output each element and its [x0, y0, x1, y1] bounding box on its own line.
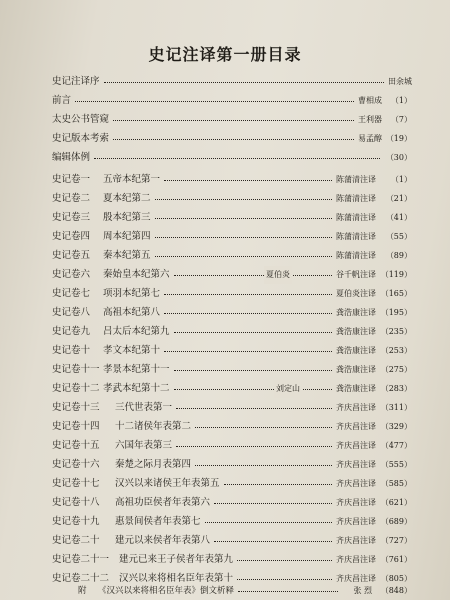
dot-leader	[237, 560, 332, 561]
entry-author: 王利器	[358, 115, 382, 124]
entry-page: （477）	[380, 441, 412, 450]
entry-page: （165）	[380, 289, 412, 298]
entry-volume: 史记卷十三	[52, 402, 100, 413]
entry-author: 陈蒲清注译	[336, 213, 376, 222]
entry-title: 秦本纪第五	[103, 250, 151, 261]
dot-leader	[237, 579, 332, 580]
entry-page: （89）	[385, 251, 412, 260]
toc-entry-biao	[52, 551, 412, 569]
toc-entry-benji	[52, 361, 412, 379]
dot-leader	[214, 503, 332, 504]
dot-leader	[164, 180, 332, 181]
entry-title: 五帝本纪第一	[103, 174, 161, 185]
entry-title: 吕太后本纪第九	[103, 326, 170, 337]
entry-volume: 史记卷八	[52, 307, 91, 318]
dot-leader	[224, 484, 333, 485]
entry-page: （21）	[385, 194, 412, 203]
entry-author: 齐庆昌注译	[336, 536, 376, 545]
entry-title: 项羽本纪第七	[103, 288, 161, 299]
entry-volume: 史记卷十一	[52, 364, 100, 375]
entry-title: 汉兴以来将相名臣年表第十	[119, 573, 234, 584]
dot-leader	[174, 332, 333, 333]
toc-entry-benji	[52, 190, 412, 208]
entry-author: 曹相成	[358, 96, 382, 105]
entry-author: 齐庆昌注译	[336, 441, 376, 450]
entry-author: 张 烈	[353, 586, 372, 595]
entry-title: 汉兴以来诸侯王年表第五	[115, 478, 220, 489]
toc-entry-benji	[52, 209, 412, 227]
dot-leader	[155, 218, 333, 219]
entry-title: 编辑体例	[52, 152, 91, 163]
entry-author: 龚浩康注译	[336, 308, 376, 317]
entry-volume: 史记卷三	[52, 212, 91, 223]
dot-leader	[205, 522, 333, 523]
entry-title: 高祖功臣侯者年表第六	[115, 497, 211, 508]
dot-leader	[113, 120, 354, 121]
dot-leader	[104, 82, 385, 83]
entry-title: 史记版本考索	[52, 133, 110, 144]
entry-author: 齐庆昌注译	[336, 422, 376, 431]
entry-author: 齐庆昌注译	[336, 517, 376, 526]
entry-author: 齐庆昌注译	[336, 403, 376, 412]
appendix-prefix: 附	[78, 586, 87, 596]
dot-leader	[113, 139, 354, 140]
entry-page: （689）	[380, 517, 412, 526]
entry-title: 惠景间侯者年表第七	[115, 516, 201, 527]
toc-entry-front	[52, 130, 412, 148]
entry-volume: 史记卷七	[52, 288, 91, 299]
entry-author: 龚浩康注译	[336, 346, 376, 355]
entry-volume: 史记卷十八	[52, 497, 100, 508]
entry-author: 陈蒲清注译	[336, 251, 376, 260]
toc-entry-biao	[52, 475, 412, 493]
toc-entry-front	[52, 111, 412, 129]
toc-entry-benji	[52, 323, 412, 341]
toc-entry-benji	[52, 247, 412, 265]
dot-leader	[155, 199, 333, 200]
entry-page: （761）	[380, 555, 412, 564]
entry-author: 龚浩康注译	[336, 384, 376, 393]
toc-entry-biao	[52, 399, 412, 417]
entry-volume: 史记卷四	[52, 231, 91, 242]
entry-page: （329）	[380, 422, 412, 431]
entry-title: 建元已来王子侯者年表第九	[119, 554, 234, 565]
dot-leader	[155, 237, 333, 238]
entry-page: （311）	[380, 403, 412, 412]
toc-entry-benji	[52, 380, 412, 398]
entry-author: 陈蒲清注译	[336, 194, 376, 203]
entry-volume: 史记卷二十	[52, 535, 100, 546]
entry-volume: 史记卷十四	[52, 421, 100, 432]
entry-page: （253）	[380, 346, 412, 355]
entry-page: （41）	[385, 213, 412, 222]
entry-page: （119）	[380, 270, 412, 279]
entry-page: （585）	[380, 479, 412, 488]
dot-leader	[176, 408, 332, 409]
entry-author: 齐庆昌注译	[336, 555, 376, 564]
toc-entry-front	[52, 92, 412, 110]
entry-page: （19）	[385, 134, 412, 143]
entry-volume: 史记卷五	[52, 250, 91, 261]
toc-entry-biao	[52, 418, 412, 436]
entry-page: （7）	[390, 115, 412, 124]
dot-leader	[75, 101, 354, 102]
entry-page: （283）	[380, 384, 412, 393]
entry-page: （727）	[380, 536, 412, 545]
dot-leader	[94, 158, 380, 159]
entry-volume: 史记卷九	[52, 326, 91, 337]
entry-volume: 史记卷十六	[52, 459, 100, 470]
toc-entry-biao	[52, 513, 412, 531]
dot-leader	[238, 591, 338, 592]
entry-page: （275）	[380, 365, 412, 374]
entry-title: 孝文本纪第十	[103, 345, 161, 356]
dot-leader	[155, 256, 333, 257]
entry-page: （1）	[390, 175, 412, 184]
entry-title: 六国年表第三	[115, 440, 173, 451]
toc-entry-appendix	[52, 582, 412, 600]
toc-entry-benji	[52, 266, 412, 284]
toc-entry-benji	[52, 342, 412, 360]
toc-entry-benji	[52, 171, 412, 189]
entry-author: 龚浩康注译	[336, 365, 376, 374]
toc-entry-benji	[52, 285, 412, 303]
dot-leader	[164, 313, 332, 314]
entry-author: 齐庆昌注译	[336, 479, 376, 488]
dot-leader	[164, 351, 332, 352]
entry-title: 史记注译序	[52, 76, 100, 87]
entry-author: 齐庆昌注译	[336, 574, 376, 583]
entry-volume: 史记卷二十一	[52, 554, 110, 565]
entry-page: （848）	[380, 586, 412, 595]
dot-leader	[214, 541, 332, 542]
entry-page: （55）	[385, 232, 412, 241]
dot-leader	[174, 370, 333, 371]
dot-leader	[164, 294, 332, 295]
entry-title: 孝景本纪第十一	[103, 364, 170, 375]
entry-page: （621）	[380, 498, 412, 507]
entry-author: 陈蒲清注译	[336, 232, 376, 241]
entry-title: 建元以来侯者年表第八	[115, 535, 211, 546]
entry-coauthor: 夏伯炎	[264, 266, 292, 284]
toc-entry-benji	[52, 228, 412, 246]
entry-page: （1）	[390, 96, 412, 105]
entry-author: 齐庆昌注译	[336, 498, 376, 507]
entry-title: 太史公书管窥	[52, 114, 110, 125]
entry-page: （195）	[380, 308, 412, 317]
entry-author: 陈蒲清注译	[336, 175, 376, 184]
entry-title: 高祖本纪第八	[103, 307, 161, 318]
entry-title: 秦楚之际月表第四	[115, 459, 192, 470]
toc-entry-front	[52, 149, 412, 167]
entry-title: 夏本纪第二	[103, 193, 151, 204]
entry-title: 孝武本纪第十二	[103, 383, 170, 394]
toc-entry-biao	[52, 456, 412, 474]
entry-author: 谷千帆注译	[336, 270, 376, 279]
appendix-title: 《汉兴以来将相名臣年表》倒文析释	[98, 586, 235, 596]
entry-volume: 史记卷二	[52, 193, 91, 204]
toc-entry-biao	[52, 494, 412, 512]
entry-volume: 史记卷一	[52, 174, 91, 185]
entry-page: （555）	[380, 460, 412, 469]
page-title: 史记注译第一册目录	[148, 45, 302, 64]
entry-author: 龚浩康注译	[336, 327, 376, 336]
dot-leader	[174, 389, 333, 390]
entry-page: （235）	[380, 327, 412, 336]
entry-author: 易孟醇	[358, 134, 382, 143]
entry-page: （805）	[380, 574, 412, 583]
toc-entry-front	[52, 73, 412, 91]
entry-volume: 史记卷十五	[52, 440, 100, 451]
entry-author: 齐庆昌注译	[336, 460, 376, 469]
entry-coauthor: 刘定山	[274, 380, 302, 398]
entry-title: 十二诸侯年表第二	[115, 421, 192, 432]
dot-leader	[174, 275, 333, 276]
dot-leader	[195, 465, 332, 466]
entry-volume: 史记卷六	[52, 269, 91, 280]
entry-title: 前言	[52, 95, 72, 106]
entry-page: （30）	[385, 153, 412, 162]
entry-volume: 史记卷十九	[52, 516, 100, 527]
toc-entry-biao	[52, 532, 412, 550]
entry-title: 殷本纪第三	[103, 212, 151, 223]
entry-volume: 史记卷十二	[52, 383, 100, 394]
entry-volume: 史记卷十七	[52, 478, 100, 489]
dot-leader	[195, 427, 332, 428]
entry-title: 三代世表第一	[115, 402, 173, 413]
entry-author: 夏伯炎注译	[336, 289, 376, 298]
entry-title: 周本纪第四	[103, 231, 151, 242]
entry-title: 秦始皇本纪第六	[103, 269, 170, 280]
entry-author: 田余城	[388, 77, 412, 86]
entry-volume: 史记卷十	[52, 345, 91, 356]
dot-leader	[176, 446, 332, 447]
toc-entry-biao	[52, 437, 412, 455]
entry-volume: 史记卷二十二	[52, 573, 110, 584]
toc-entry-benji	[52, 304, 412, 322]
